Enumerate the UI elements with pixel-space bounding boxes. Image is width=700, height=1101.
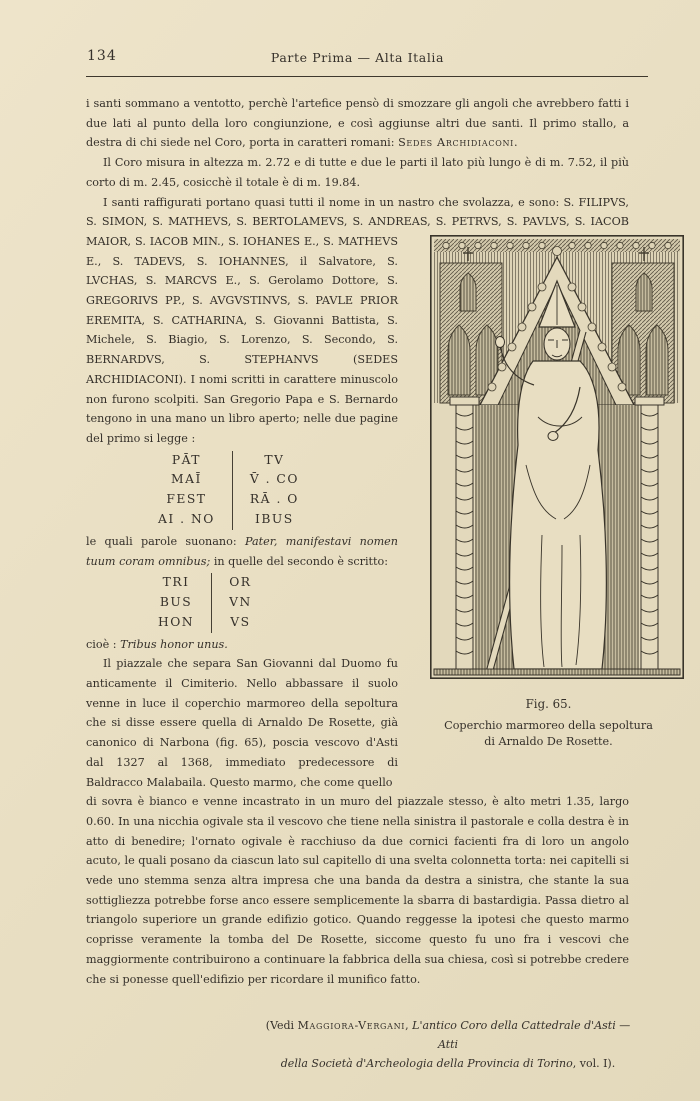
inscription-cell: RĀ . O	[249, 492, 299, 507]
paragraph-marble-description: di sovra è bianco e venne incastrato in un muro del piazzale stesso, è alto metri 1.35, largo 0.60. In una nicchia ogivale sta il vescovo che tiene nella sinistra il pastorale e colla destra è in atto di benedire; l'ornato ogivale è racchiuso da due cornici facienti fra di loro un angolo acuto, le quali posano da ciascun lato sul capitello di una svelta colonnetta torta: nei capitelli si vede uno stemma senza altra impresa che una banda da destra a sinistra, che stante la sua sottigliezza potrebbe forse anco essere semplicemente la sbarra di bastardigia. Passa dietro al triangolo superiore un grande edifizio gotico. Quando reggesse la ipotesi che questo marmo coprisse veramente la tomba del De Rosette, siccome questo fu uno fra i vescovi che maggiormente contribuirono a continuare la fabbrica della sua chiesa, così si potrebbe credere che si ponesse quell'edifizio per ricordare il munifico fatto.	[86, 795, 629, 986]
paragraph-piazzale: Il piazzale che separa San Giovanni dal Duomo fu anticamente il Cimiterio. Nello abbassare il suolo venne in luce il coperchio marmoreo della sepoltura che si disse essere quella di Arnaldo De Rosette, già canonico di Narbona (fig. 65), poscia vescovo d'Asti dal 1327 al 1368, immediato predecessore di Baldracco Malabaila. Questo marmo, che come quello	[86, 657, 398, 789]
citation-title-part2: della Società d'Archeologia della Provincia di Torino	[280, 1057, 573, 1071]
wrapped-flow	[86, 193, 653, 793]
inscription-row	[158, 573, 252, 593]
page-number: 134	[87, 48, 117, 64]
citation-block	[264, 1016, 632, 1073]
saints-list-part2: MAIOR, S. IACOB MIN., S. IOHANES E., S. MATHEVS E., S. TADEVS, S. IOHANNES, il Salvatore, S. LVCHAS, S. MARCVS E., S. Gerolamo Dottore, S. GREGORIVS PP., S. AVGVSTINVS, S. PAVLE PRIOR EREMITA, S. CATHARINA, S. Giovanni Battista, S. Michele, S. Biagio, S. Lorenzo, S. Secondo, S. BERNARDVS, S. STEPHANVS (SEDES ARCHIDIACONI). I nomi scritti in carattere minuscolo non furono scolpiti. San Gregorio Papa e S. Bernardo tengono in una mano un libro aperto; nelle due pagine del primo si legge :	[86, 234, 398, 445]
figure-caption-line1: Coperchio marmoreo della sepoltura	[444, 719, 653, 733]
inscription-cell: HON	[158, 613, 212, 633]
inscription-cell: TV	[264, 452, 285, 467]
paragraph-stalls-text: i santi sommano a ventotto, perchè l'artefice pensò di smozzare gli angoli che avrebbero fatti i due lati al punto della loro congiunzione, e così aggiunse altri due santi. Il primo stallo, a destra di chi siede nel Coro, porta in caratteri romani:	[86, 97, 629, 150]
figure-caption-line2: di Arnaldo De Rosette.	[484, 735, 613, 749]
figure-label: Fig. 65.	[525, 696, 572, 711]
figure-caption	[413, 695, 667, 751]
inscription-table-first-book	[158, 451, 299, 530]
page-content	[86, 46, 653, 1073]
cioe-intro: cioè :	[86, 637, 121, 651]
citation-line2	[264, 1054, 632, 1073]
paragraph-measures: Il Coro misura in altezza m. 2.72 e di tutte e due le parti il lato più lungo è di m. 7.52, il più corto di m. 2.45, cosicchè il totale è di m. 19.84.	[86, 156, 629, 189]
inscription-row	[158, 470, 299, 490]
saints-list-part1: I santi raffigurati portano quasi tutti il nome in un nastro che svolazza, e sono: S. FILIPVS, S. SIMON, S. MATHEVS, S. BERTOLAMEVS, S. ANDREAS, S. PETRVS, S. PAVLVS, S. IACOB	[86, 195, 629, 229]
latin-phrase-tribus: Tribus honor unus.	[120, 637, 228, 651]
meaning-intro: le quali parole suonano:	[86, 534, 245, 548]
tomb-engraving	[430, 235, 684, 679]
citation-vedi: (Vedi	[265, 1019, 298, 1033]
sedes-archidiaconi-smallcaps: Sedes Archidiaconi	[398, 136, 515, 150]
inscription-cell: OR	[229, 575, 252, 590]
citation-separator: ,	[405, 1019, 413, 1033]
inscription-cell: FEST	[158, 490, 232, 510]
paragraph-stalls	[86, 94, 629, 153]
inscription-cell: IBUS	[255, 512, 294, 527]
inscription-cell: V̄ . CO	[249, 472, 299, 487]
inscription-cell: TRI	[158, 573, 212, 593]
bishop-hand-staff	[548, 431, 558, 440]
inscription-table-second-book	[158, 573, 252, 632]
inscription-cell: BUS	[158, 593, 212, 613]
running-title: Parte Prima — Alta Italia	[270, 50, 445, 65]
bishop-robe	[510, 361, 607, 669]
inscription-cell: AI . NO	[158, 510, 232, 530]
inscription-cell: VN	[229, 595, 252, 610]
body-text	[86, 94, 653, 1073]
latin-phrase-pater: Pater, manifestavi nomen tuum coram omnibus;	[86, 534, 399, 568]
page-header	[86, 46, 629, 68]
citation-line1	[264, 1016, 632, 1054]
inscription-row	[158, 613, 252, 633]
citation-author: Maggiora-Vergani	[297, 1019, 406, 1033]
paragraph-stalls-end: .	[514, 136, 518, 150]
inscription-row	[158, 510, 299, 530]
inscription-row	[158, 451, 299, 471]
citation-title-part1: L'antico Coro della Cattedrale d'Asti — Atti	[412, 1019, 631, 1052]
citation-volume: , vol. I).	[572, 1057, 616, 1071]
inscription-row	[158, 593, 252, 613]
header-rule	[86, 76, 648, 77]
inscription-row	[158, 490, 299, 510]
engraving-baseline	[434, 669, 680, 675]
bishop-hand-raised	[496, 336, 505, 347]
inscription-cell: VS	[230, 614, 251, 629]
inscription-cell: MAĪ	[158, 470, 232, 490]
figure-plate	[413, 235, 667, 750]
inscription-cell: PĀT	[158, 451, 232, 471]
meaning-outro: in quelle del secondo è scritto:	[210, 554, 389, 568]
